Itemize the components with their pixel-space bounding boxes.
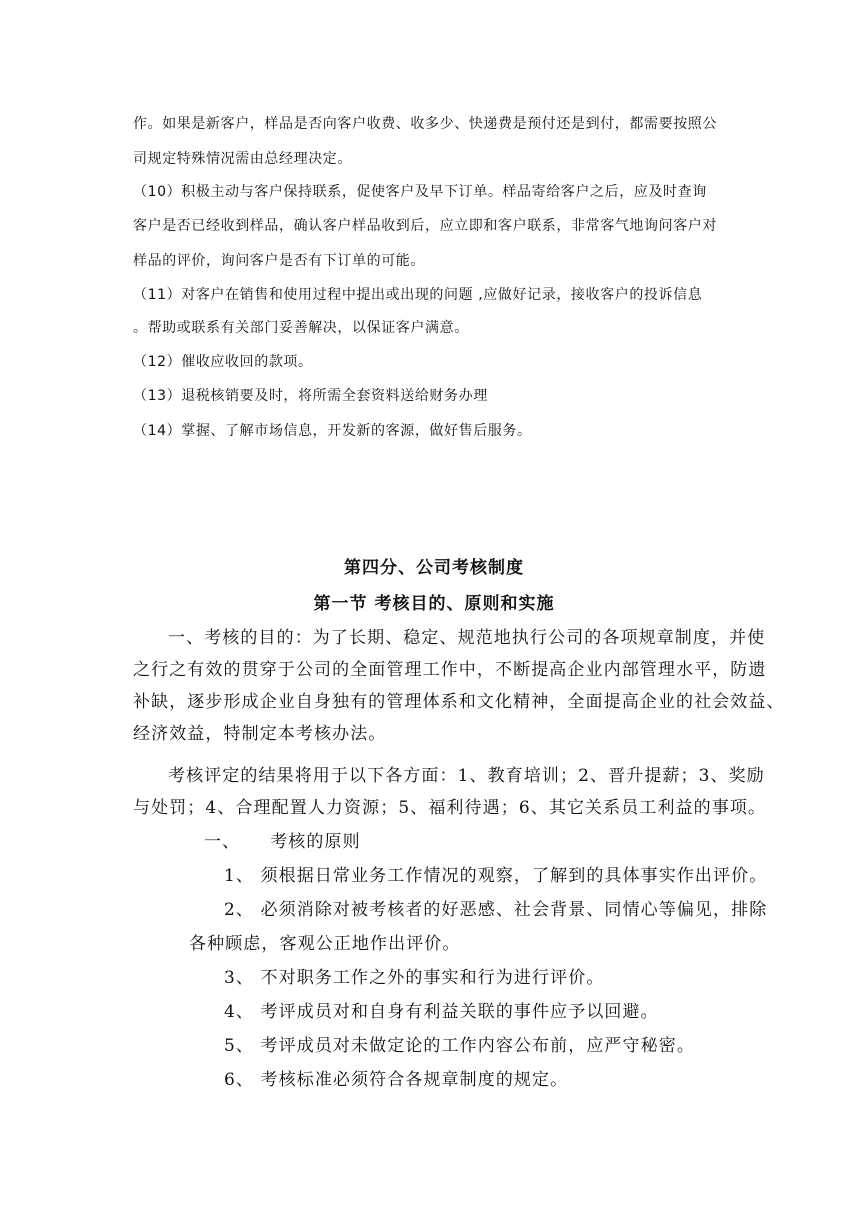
purpose-line: 一、考核的目的：为了长期、稳定、规范地执行公司的各项规章制度，并使 [168,628,766,648]
text-line: 司规定特殊情况需由总经理决定。 [133,151,352,167]
purpose-line: 补缺，逐步形成企业自身独有的管理体系和文化精神，全面提高企业的社会效益、 [133,692,785,712]
principles-heading [204,830,361,854]
principles-heading-text: 考核的原则 [270,832,361,852]
purpose-line: 经济效益，特制定本考核办法。 [133,724,387,744]
usage-line: 考核评定的结果将用于以下各方面：1、教育培训；2、晋升提薪；3、奖励 [168,766,765,786]
chapter-title: 第四分、公司考核制度 [344,558,524,578]
principle-item-6: 6、 考核标准必须符合各规章制度的规定。 [224,1070,569,1090]
section-title: 第一节 考核目的、原则和实施 [313,594,555,614]
text-line: 。帮助或联系有关部门妥善解决，以保证客户满意。 [133,320,469,336]
principle-item-1: 1、 须根据日常业务工作情况的观察，了解到的具体事实作出评价。 [224,866,768,886]
principles-heading-number: 一、 [204,832,241,852]
principle-item-5: 5、 考评成员对未做定论的工作内容公布前，应严守秘密。 [224,1036,695,1056]
purpose-line: 之行之有效的贯穿于公司的全面管理工作中，不断提高企业内部管理水平，防遗 [133,660,767,680]
list-item-13: （13）退税核销要及时，将所需全套资料送给财务办理 [133,388,488,404]
text-line: 样品的评价，询问客户是否有下订单的可能。 [133,253,425,269]
list-item-14: （14）掌握、了解市场信息，开发新的客源，做好售后服务。 [133,423,532,439]
usage-line: 与处罚；4、合理配置人力资源；5、福利待遇；6、其它关系员工利益的事项。 [133,798,767,818]
text-line: 客户是否已经收到样品，确认客户样品收到后，应立即和客户联系，非常客气地询问客户对 [133,218,717,234]
principle-item-2: 2、 必须消除对被考核者的好恶感、社会背景、同情心等偏见，排除 [224,900,768,920]
principle-item-2-cont: 各种顾虑，客观公正地作出评价。 [189,934,461,954]
list-item-10: （10）积极主动与客户保持联系，促使客户及早下订单。样品寄给客户之后，应及时查询 [133,184,707,200]
principle-item-3: 3、 不对职务工作之外的事实和行为进行评价。 [224,968,605,988]
list-item-11: （11）对客户在销售和使用过程中提出或出现的问题 ,应做好记录，接收客户的投诉信息 [133,287,703,303]
list-item-12: （12）催收应收回的款项。 [133,354,313,370]
text-line: 作。如果是新客户，样品是否向客户收费、收多少、快递费是预付还是到付，都需要按照公 [133,116,717,132]
principle-item-4: 4、 考评成员对和自身有利益关联的事件应予以回避。 [224,1002,659,1022]
